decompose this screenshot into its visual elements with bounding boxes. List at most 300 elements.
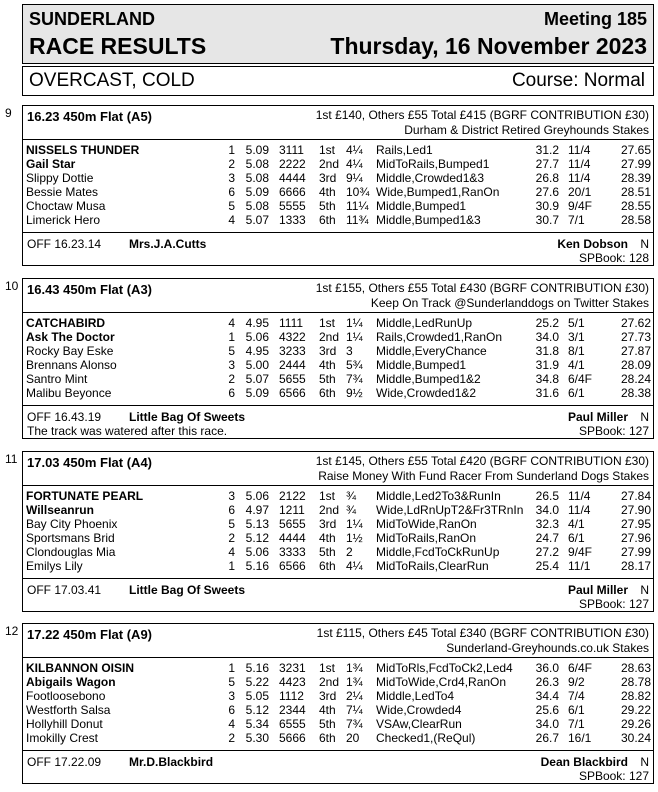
runner-distance: 1¾ (346, 661, 363, 675)
runner-starting-price: 8/1 (568, 344, 585, 358)
race-trainer: Little Bag Of Sweets (129, 410, 246, 424)
race-prize-money: 1st £155, Others £55 Total £430 (BGRF CONTRIBUTION £30) (315, 281, 649, 295)
runner-finish-position: 1st (319, 316, 336, 330)
runner-finish-position: 3rd (319, 344, 337, 358)
venue-name: SUNDERLAND (29, 9, 155, 29)
runner-weight: 26.8 (535, 171, 559, 185)
runner-row (23, 358, 653, 372)
runner-row (23, 661, 653, 675)
runner-finish-position: 6th (319, 731, 336, 745)
runner-finish-position: 2nd (319, 675, 340, 689)
runner-name: Bessie Mates (26, 185, 99, 199)
runner-weight: 31.2 (535, 143, 559, 157)
runner-weight: 31.9 (535, 358, 559, 372)
runner-starting-price: 9/4F (568, 199, 593, 213)
runner-row (23, 143, 653, 157)
runner-row (23, 157, 653, 171)
runner-time: 29.22 (620, 703, 651, 717)
race-note: The track was watered after this race. (27, 424, 228, 438)
runner-trap: 6 (228, 386, 235, 400)
runner-bend-positions: 1111 (279, 316, 304, 330)
runner-distance: 2 (346, 545, 353, 559)
runner-finish-position: 3rd (319, 171, 337, 185)
runner-name: Choctaw Musa (26, 199, 106, 213)
runner-distance: 4¼ (346, 143, 363, 157)
runner-comment: Rails,Crowded1,RanOn (376, 330, 503, 344)
race-owner: Paul Miller (567, 583, 628, 597)
meeting-header (22, 4, 654, 64)
runner-bend-positions: 5666 (279, 731, 306, 745)
runner-sectional: 5.12 (245, 703, 269, 717)
runner-sectional: 5.08 (245, 157, 269, 171)
runner-sectional: 5.06 (245, 489, 269, 503)
runner-sectional: 4.97 (245, 503, 269, 517)
runner-weight: 34.0 (535, 717, 559, 731)
runner-distance: 1¾ (346, 675, 363, 689)
runner-row (23, 731, 653, 745)
runner-row (23, 503, 653, 517)
runner-name: Santro Mint (26, 372, 88, 386)
race-title: 16.23 450m Flat (A5) (27, 109, 153, 124)
runner-distance: 11¾ (346, 213, 369, 227)
race-title: 17.22 450m Flat (A9) (27, 627, 153, 642)
runner-trap: 1 (228, 143, 235, 157)
runner-comment: Middle,Crowded1&3 (376, 171, 485, 185)
runner-weight: 34.8 (535, 372, 559, 386)
runner-comment: Middle,FcdToCkRunUp (376, 545, 500, 559)
runner-weight: 26.5 (535, 489, 559, 503)
runner-finish-position: 6th (319, 559, 336, 573)
runner-sectional: 5.00 (245, 358, 269, 372)
runner-distance: ¾ (346, 489, 357, 503)
runner-starting-price: 6/1 (568, 531, 585, 545)
runner-name: Footloosebono (26, 689, 106, 703)
runner-sectional: 5.08 (245, 171, 269, 185)
runner-distance: 1¼ (346, 517, 363, 531)
race-number: 9 (5, 106, 12, 120)
runner-trap: 4 (228, 717, 235, 731)
race-going-code: N (640, 410, 649, 424)
runner-weight: 26.7 (535, 731, 559, 745)
race-off-time: OFF 16.43.19 (27, 410, 102, 424)
runner-row (23, 703, 653, 717)
runner-name: Bay City Phoenix (26, 517, 118, 531)
runner-finish-position: 2nd (319, 503, 340, 517)
runner-comment: Middle,Bumped1 (376, 199, 467, 213)
runner-row (23, 344, 653, 358)
runner-comment: MidToRls,FcdToCk2,Led4 (376, 661, 513, 675)
race-sponsor: Raise Money With Fund Racer From Sunderland Dogs Stakes (318, 469, 649, 483)
runner-comment: Middle,Bumped1 (376, 358, 467, 372)
runner-distance: 4¼ (346, 559, 363, 573)
runner-comment: Middle,LedTo4 (376, 689, 455, 703)
runner-sectional: 5.16 (245, 661, 269, 675)
meeting-date: Thursday, 16 November 2023 (330, 33, 647, 59)
runner-trap: 3 (228, 689, 235, 703)
runner-starting-price: 11/4 (568, 503, 591, 517)
runner-comment: MidToWide,RanOn (376, 517, 477, 531)
runner-comment: VSAw,ClearRun (376, 717, 462, 731)
runner-time: 27.99 (620, 545, 651, 559)
runner-trap: 3 (228, 489, 235, 503)
runner-time: 28.82 (620, 689, 651, 703)
runner-trap: 3 (228, 171, 235, 185)
runner-starting-price: 11/4 (568, 143, 591, 157)
race-footer-divider (23, 750, 653, 751)
race-card (5, 623, 654, 784)
race-number: 11 (5, 452, 18, 466)
race-sponsor: Sunderland-Greyhounds.co.uk Stakes (446, 641, 649, 655)
runner-trap: 3 (228, 358, 235, 372)
runner-finish-position: 1st (319, 143, 336, 157)
runner-weight: 31.8 (535, 344, 559, 358)
runner-sectional: 5.09 (245, 185, 269, 199)
runner-row (23, 185, 653, 199)
runner-time: 27.87 (620, 344, 651, 358)
runner-distance: 5¾ (346, 358, 363, 372)
runner-row (23, 531, 653, 545)
runner-starting-price: 7/1 (568, 717, 585, 731)
course-going-text: Course: Normal (511, 70, 645, 91)
runner-weight: 31.6 (535, 386, 559, 400)
runner-time: 27.73 (620, 330, 651, 344)
runner-finish-position: 2nd (319, 330, 340, 344)
runner-time: 28.55 (620, 199, 651, 213)
race-owner: Paul Miller (567, 410, 628, 424)
runner-time: 27.84 (620, 489, 651, 503)
race-header-divider (23, 485, 653, 486)
runner-starting-price: 20/1 (568, 185, 592, 199)
runner-weight: 34.0 (535, 330, 559, 344)
runner-bend-positions: 2222 (279, 157, 306, 171)
race-spbook: SPBook: 127 (578, 424, 649, 438)
runner-time: 27.90 (620, 503, 651, 517)
runner-time: 28.39 (620, 171, 651, 185)
runner-weight: 30.9 (535, 199, 559, 213)
runner-sectional: 5.06 (245, 545, 269, 559)
runner-name: FORTUNATE PEARL (26, 489, 144, 503)
runner-bend-positions: 1333 (279, 213, 306, 227)
runner-name: Brennans Alonso (26, 358, 117, 372)
runner-bend-positions: 4423 (279, 675, 306, 689)
runner-trap: 1 (228, 559, 235, 573)
runner-name: Abigails Wagon (26, 675, 116, 689)
runner-distance: 11¼ (346, 199, 369, 213)
race-off-time: OFF 16.23.14 (27, 237, 102, 251)
runner-distance: 20 (346, 731, 360, 745)
runner-row (23, 559, 653, 573)
runner-name: Westforth Salsa (26, 703, 111, 717)
runner-weight: 26.3 (535, 675, 559, 689)
runner-bend-positions: 5655 (279, 517, 306, 531)
runner-bend-positions: 5655 (279, 372, 306, 386)
runner-finish-position: 3rd (319, 517, 337, 531)
runner-sectional: 5.08 (245, 199, 269, 213)
race-header-divider (23, 139, 653, 140)
runner-starting-price: 11/1 (568, 559, 591, 573)
runner-time: 28.09 (620, 358, 651, 372)
runner-finish-position: 3rd (319, 689, 337, 703)
race-prize-money: 1st £145, Others £55 Total £420 (BGRF CONTRIBUTION £30) (315, 454, 649, 468)
runner-trap: 6 (228, 503, 235, 517)
runner-weight: 24.7 (535, 531, 559, 545)
runner-weight: 27.2 (535, 545, 559, 559)
runner-bend-positions: 2344 (279, 703, 306, 717)
runner-comment: Middle,EveryChance (376, 344, 487, 358)
runner-weight: 36.0 (535, 661, 559, 675)
runner-finish-position: 1st (319, 489, 336, 503)
race-sponsor: Durham & District Retired Greyhounds Stakes (404, 123, 649, 137)
runner-distance: 3 (346, 344, 353, 358)
runner-name: Hollyhill Donut (26, 717, 103, 731)
runner-comment: Wide,LdRnUpT2&Fr3TRnIn (376, 503, 524, 517)
runner-distance: ¾ (346, 503, 357, 517)
runner-bend-positions: 6566 (279, 559, 306, 573)
runner-sectional: 5.16 (245, 559, 269, 573)
runner-finish-position: 2nd (319, 157, 340, 171)
meeting-number: Meeting 185 (543, 9, 647, 29)
runner-finish-position: 4th (319, 358, 336, 372)
runner-trap: 6 (228, 703, 235, 717)
runner-trap: 5 (228, 517, 235, 531)
runner-finish-position: 5th (319, 717, 336, 731)
runner-starting-price: 11/4 (568, 157, 591, 171)
runner-name: Gail Star (26, 157, 76, 171)
runner-sectional: 5.09 (245, 386, 269, 400)
runner-trap: 2 (228, 372, 235, 386)
runner-bend-positions: 3231 (279, 661, 306, 675)
runner-distance: 7¼ (346, 703, 363, 717)
runner-distance: 1¼ (346, 330, 363, 344)
runner-name: Willseanrun (26, 503, 94, 517)
race-sponsor: Keep On Track @Sunderlanddogs on Twitter Stakes (370, 296, 649, 310)
race-spbook: SPBook: 128 (578, 251, 649, 265)
runner-comment: Wide,Bumped1,RanOn (376, 185, 500, 199)
runner-bend-positions: 3111 (279, 143, 304, 157)
runner-row (23, 717, 653, 731)
runner-distance: 9¼ (346, 171, 363, 185)
race-off-time: OFF 17.22.09 (27, 755, 102, 769)
runner-comment: Middle,Led2To3&RunIn (376, 489, 501, 503)
runner-distance: 7¾ (346, 372, 363, 386)
runner-comment: MidToRails,ClearRun (376, 559, 489, 573)
runner-weight: 27.7 (535, 157, 559, 171)
runner-starting-price: 16/1 (568, 731, 592, 745)
runner-comment: Wide,Crowded4 (376, 703, 462, 717)
runner-finish-position: 4th (319, 703, 336, 717)
race-card (5, 278, 654, 439)
runner-distance: 1¼ (346, 316, 363, 330)
runner-comment: Rails,Led1 (376, 143, 433, 157)
runner-weight: 30.7 (535, 213, 559, 227)
runner-distance: 1½ (346, 531, 363, 545)
runner-weight: 25.2 (535, 316, 559, 330)
race-number: 12 (5, 624, 19, 638)
runner-row (23, 330, 653, 344)
runner-finish-position: 5th (319, 372, 336, 386)
race-going-code: N (640, 583, 649, 597)
runner-row (23, 213, 653, 227)
runner-starting-price: 9/4F (568, 545, 593, 559)
runner-time: 27.65 (620, 143, 651, 157)
runner-row (23, 545, 653, 559)
race-title: 16.43 450m Flat (A3) (27, 282, 153, 297)
runner-row (23, 316, 653, 330)
runner-name: Slippy Dottie (26, 171, 94, 185)
runner-sectional: 5.07 (245, 213, 269, 227)
runner-trap: 5 (228, 199, 235, 213)
runner-sectional: 5.22 (245, 675, 269, 689)
runner-weight: 34.4 (535, 689, 559, 703)
runner-starting-price: 11/4 (568, 171, 591, 185)
runner-distance: 9½ (346, 386, 363, 400)
runner-trap: 2 (228, 731, 235, 745)
runner-comment: MidToRails,Bumped1 (376, 157, 490, 171)
runner-name: CATCHABIRD (26, 316, 106, 330)
race-trainer: Mr.D.Blackbird (129, 755, 214, 769)
runner-bend-positions: 2122 (279, 489, 306, 503)
runner-starting-price: 11/4 (568, 489, 591, 503)
runner-sectional: 5.12 (245, 531, 269, 545)
runner-distance: 4¼ (346, 157, 363, 171)
runner-trap: 1 (228, 330, 235, 344)
runner-comment: Middle,Bumped1&2 (376, 372, 481, 386)
runner-bend-positions: 3333 (279, 545, 306, 559)
runner-name: Imokilly Crest (26, 731, 99, 745)
runner-distance: 2¼ (346, 689, 363, 703)
runner-comment: Middle,LedRunUp (376, 316, 473, 330)
runner-starting-price: 6/1 (568, 703, 585, 717)
runner-starting-price: 4/1 (568, 517, 585, 531)
runner-bend-positions: 2444 (279, 358, 306, 372)
runner-time: 27.95 (620, 517, 651, 531)
runner-sectional: 5.13 (245, 517, 269, 531)
weather-text: OVERCAST, COLD (29, 70, 195, 91)
runner-bend-positions: 1211 (279, 503, 305, 517)
runner-row (23, 689, 653, 703)
runner-weight: 32.3 (535, 517, 559, 531)
runner-row (23, 171, 653, 185)
runner-time: 28.38 (620, 386, 651, 400)
runner-weight: 25.4 (535, 559, 559, 573)
runner-trap: 2 (228, 531, 235, 545)
race-going-code: N (640, 755, 649, 769)
runner-weight: 34.0 (535, 503, 559, 517)
runner-time: 28.78 (620, 675, 651, 689)
runner-time: 29.26 (620, 717, 651, 731)
conditions-bar (22, 66, 654, 96)
runner-bend-positions: 6555 (279, 717, 306, 731)
runner-starting-price: 5/1 (568, 316, 585, 330)
runner-trap: 1 (228, 661, 235, 675)
race-prize-money: 1st £140, Others £55 Total £415 (BGRF CONTRIBUTION £30) (315, 108, 649, 122)
race-spbook: SPBook: 127 (578, 597, 649, 611)
runner-comment: MidToWide,Crd4,RanOn (376, 675, 507, 689)
runner-row (23, 675, 653, 689)
runner-row (23, 372, 653, 386)
runner-time: 27.62 (620, 316, 651, 330)
runner-trap: 4 (228, 545, 235, 559)
runner-bend-positions: 4444 (279, 531, 306, 545)
runner-bend-positions: 4444 (279, 171, 306, 185)
runner-name: Limerick Hero (26, 213, 101, 227)
runner-trap: 2 (228, 157, 235, 171)
race-header-divider (23, 657, 653, 658)
race-off-time: OFF 17.03.41 (27, 583, 102, 597)
runner-comment: Wide,Crowded1&2 (376, 386, 477, 400)
runner-starting-price: 3/1 (568, 330, 585, 344)
runner-row (23, 489, 653, 503)
race-owner: Dean Blackbird (540, 755, 628, 769)
runner-bend-positions: 6666 (279, 185, 306, 199)
runner-name: Rocky Bay Eske (26, 344, 114, 358)
runner-time: 28.17 (620, 559, 651, 573)
runner-sectional: 5.30 (245, 731, 269, 745)
runner-starting-price: 4/1 (568, 358, 585, 372)
runner-name: Sportsmans Brid (26, 531, 115, 545)
page-title: RACE RESULTS (29, 33, 207, 59)
race-footer-divider (23, 578, 653, 579)
runner-sectional: 4.95 (245, 344, 269, 358)
runner-sectional: 5.34 (245, 717, 269, 731)
race-title: 17.03 450m Flat (A4) (27, 455, 153, 470)
runner-weight: 25.6 (535, 703, 559, 717)
runner-trap: 5 (228, 675, 235, 689)
runner-finish-position: 4th (319, 531, 336, 545)
runner-starting-price: 9/2 (568, 675, 585, 689)
runner-sectional: 5.09 (245, 143, 269, 157)
runner-time: 28.63 (620, 661, 651, 675)
runner-time: 27.96 (620, 531, 651, 545)
race-spbook: SPBook: 127 (578, 769, 649, 783)
runner-comment: Middle,Bumped1&3 (376, 213, 481, 227)
runner-starting-price: 6/4F (568, 372, 593, 386)
runner-name: Malibu Beyonce (26, 386, 112, 400)
runner-sectional: 5.07 (245, 372, 269, 386)
race-owner: Ken Dobson (557, 237, 628, 251)
race-card (5, 451, 654, 612)
race-going-code: N (640, 237, 649, 251)
race-footer-divider (23, 232, 653, 233)
runner-bend-positions: 5555 (279, 199, 306, 213)
race-card (5, 105, 654, 266)
runner-time: 30.24 (620, 731, 651, 745)
race-prize-money: 1st £115, Others £45 Total £340 (BGRF CONTRIBUTION £30) (316, 626, 649, 640)
runner-sectional: 4.95 (245, 316, 269, 330)
runner-bend-positions: 6566 (279, 386, 306, 400)
runner-starting-price: 7/4 (568, 689, 585, 703)
runner-time: 28.58 (620, 213, 651, 227)
runner-trap: 4 (228, 316, 235, 330)
runner-name: NISSELS THUNDER (26, 143, 140, 157)
runner-bend-positions: 1112 (279, 689, 304, 703)
runner-time: 28.51 (620, 185, 651, 199)
runner-comment: MidToRails,RanOn (376, 531, 477, 545)
race-trainer: Mrs.J.A.Cutts (129, 237, 207, 251)
runner-row (23, 386, 653, 400)
race-number: 10 (5, 279, 19, 293)
runner-distance: 10¾ (346, 185, 370, 199)
runner-comment: Checked1,(ReQul) (376, 731, 476, 745)
runner-finish-position: 6th (319, 213, 336, 227)
runner-trap: 5 (228, 344, 235, 358)
runner-distance: 7¾ (346, 717, 363, 731)
runner-row (23, 199, 653, 213)
runner-bend-positions: 4322 (279, 330, 306, 344)
runner-name: KILBANNON OISIN (26, 661, 134, 675)
runner-starting-price: 7/1 (568, 213, 585, 227)
runner-weight: 27.6 (535, 185, 559, 199)
